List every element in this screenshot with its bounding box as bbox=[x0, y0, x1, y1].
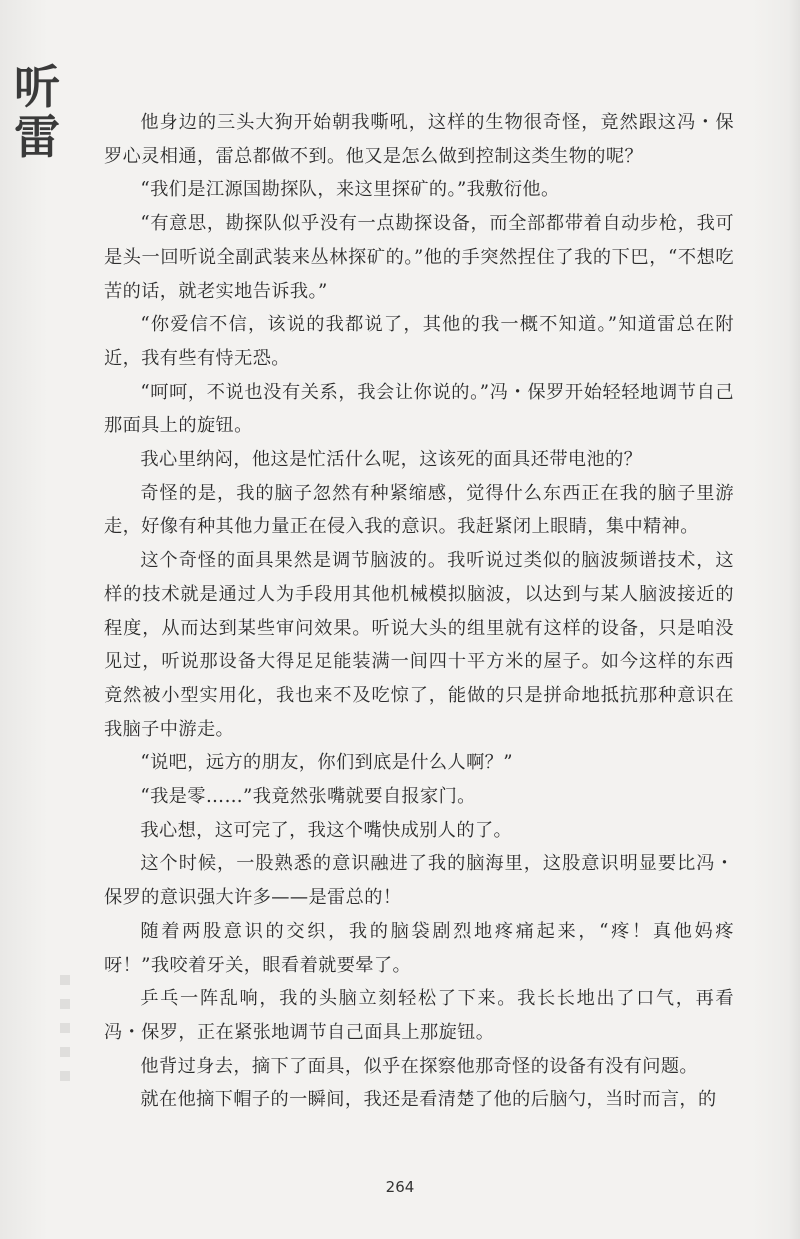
paragraph: “我们是江源国勘探队，来这里探矿的。”我敷衍他。 bbox=[140, 179, 560, 201]
body-text bbox=[104, 106, 734, 1117]
paragraph: “你爱信不信，该说的我都说了，其他的我一概不知道。”知道雷总在附近，我有些有恃无恐。 bbox=[104, 314, 734, 369]
paragraph: 乒乓一阵乱响，我的头脑立刻轻松了下来。我长长地出了口气，再看冯・保罗，正在紧张地调节自己面具上那旋钮。 bbox=[104, 988, 734, 1043]
paragraph: “有意思，勘探队似乎没有一点勘探设备，而全部都带着自动步枪，我可是头一回听说全副武装来丛林探矿的。”他的手突然捏住了我的下巴，“不想吃苦的话，就老实地告诉我。” bbox=[104, 213, 734, 302]
paragraph: “呵呵，不说也没有关系，我会让你说的。”冯・保罗开始轻轻地调节自己那面具上的旋钮。 bbox=[104, 381, 734, 437]
book-title-mark bbox=[14, 62, 74, 162]
paragraph: 这个时候，一股熟悉的意识融进了我的脑海里，这股意识明显要比冯・保罗的意识强大许多——是雷总的！ bbox=[104, 853, 734, 909]
paragraph: 这个奇怪的面具果然是调节脑波的。我听说过类似的脑波频谱技术，这样的技术就是通过人为手段用其他机械模拟脑波，以达到与某人脑波接近的程度，从而达到某些审问效果。听说大头的组里就有这样的设备，只是咱没见过，听说那设备大得足足能装满一间四十平方米的屋子。如今这样的东西竟然被小型实用化，我也来不及吃惊了，能做的只是拼命地抵抗那种意识在我脑子中游走。 bbox=[104, 550, 734, 740]
book-title-char-2: 雷 bbox=[14, 110, 60, 164]
page-edge-shadow bbox=[788, 0, 800, 1239]
paragraph: “我是零……”我竟然张嘴就要自报家门。 bbox=[140, 786, 476, 808]
paragraph: 随着两股意识的交织，我的脑袋剧烈地疼痛起来，“疼！真他妈疼呀！”我咬着牙关，眼看着就要晕了。 bbox=[104, 920, 734, 976]
paragraph: 我心里纳闷，他这是忙活什么呢，这该死的面具还带电池的？ bbox=[140, 449, 643, 471]
page-number: 264 bbox=[385, 1178, 415, 1196]
paragraph: 就在他摘下帽子的一瞬间，我还是看清楚了他的后脑勺，当时而言，的 bbox=[140, 1089, 717, 1111]
paragraph: 他背过身去，摘下了面具，似乎在探察他那奇怪的设备有没有问题。 bbox=[140, 1055, 699, 1077]
paragraph: 奇怪的是，我的脑子忽然有种紧缩感，觉得什么东西正在我的脑子里游走，好像有种其他力量正在侵入我的意识。我赶紧闭上眼睛，集中精神。 bbox=[104, 482, 734, 538]
book-title-char-1: 听 bbox=[14, 60, 60, 114]
paragraph: “说吧，远方的朋友，你们到底是什么人啊？” bbox=[140, 752, 513, 774]
paragraph: 他身边的三头大狗开始朝我嘶吼，这样的生物很奇怪，竟然跟这冯・保罗心灵相通，雷总都做不到。他又是怎么做到控制这类生物的呢？ bbox=[104, 112, 734, 167]
bleed-through-marks bbox=[58, 975, 72, 1135]
paragraph: 我心想，这可完了，我这个嘴快成别人的了。 bbox=[140, 819, 513, 841]
